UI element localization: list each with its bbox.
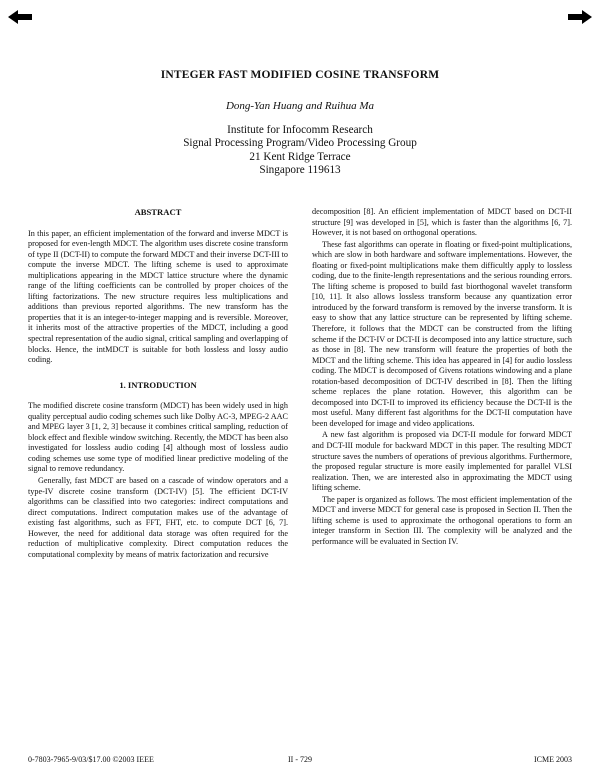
affiliation-line: Signal Processing Program/Video Processing Group xyxy=(183,137,417,150)
footer-copyright: 0-7803-7965-9/03/$17.00 ©2003 IEEE xyxy=(28,755,154,764)
footer-page-number: II - 729 xyxy=(288,755,312,764)
left-column xyxy=(28,207,288,560)
paper-authors: Dong-Yan Huang and Ruihua Ma xyxy=(225,100,375,112)
left-arrow-icon xyxy=(8,10,32,24)
affiliation-block xyxy=(0,124,600,178)
paper-title: INTEGER FAST MODIFIED COSINE TRANSFORM xyxy=(160,69,440,81)
right-column xyxy=(312,207,572,548)
affiliation-line: Singapore 119613 xyxy=(259,164,341,177)
right-arrow-icon xyxy=(568,10,592,24)
previous-page-button[interactable] xyxy=(8,10,32,24)
body-paragraph: decomposition [8]. An efficient implementation of MDCT based on DCT-II structure [9] was developed in [5], which is faster than the algorithms [6, 7]. However, it is not based on orthogonal operations. xyxy=(312,207,572,238)
body-paragraph: The modified discrete cosine transform (MDCT) has been widely used in high quality perceptual audio coding schemes such like Dolby AC-3, MPEG-2 AAC and MPEG layer 3 [1, 2, 3] because it combines critical sampling, reduction of block effect and flexible window switching. Recently, the MDCT has been also investigated for lossless audio coding [4] although most of lossless audio coding schemes use some type of modified linear predictive modeling of the signal to remove redundancy. xyxy=(28,401,288,474)
body-paragraph: Generally, fast MDCT are based on a cascade of window operators and a type-IV discrete cosine transform (DCT-IV) [5]. The efficient DCT-IV algorithms can be classified into two categories: indirect computations and direct computations. Indirect computation makes use of the advantage of existing fast algorithms, such as FFT, FHT, etc. to compute DCT [6, 7]. However, the need for additional data storage was often required for the reduction of multiplicative complexity. Direct computation reduces the computational complexity by means of matrix factorization and recursive xyxy=(28,476,288,559)
affiliation-line: 21 Kent Ridge Terrace xyxy=(249,150,351,163)
body-paragraph: The paper is organized as follows. The most efficient implementation of the MDCT and inverse MDCT for general case is proposed in Section II. Then the lifting scheme is used to approximate the orthogonal operations to form an integer transform in Section III. The complexity will be analyzed and the performance will be evaluated in Section IV. xyxy=(312,494,572,546)
abstract-text: In this paper, an efficient implementation of the forward and inverse MDCT is proposed for even-length MDCT. The algorithm uses discrete cosine transform of type II (DCT-II) to compute the forward MDCT and their inverse DCT-III to compute the inverse MDCT. The lifting scheme is used to approximate multiplications appearing in the MDCT lattice structure where the dynamic range of the lifting coefficients can be controlled by proper choices of the lifting factorizations. The new structure requires less multiplications and additions than previous reported algorithms. The new transform has the properties that it is an integer-to-integer mapping and is reversible. Moreover, it inherits most of the attractive properties of the MDCT, including a good spectral representation of the audio signal, critical sampling and overlapping of blocks. Hence, the intMDCT is suitable for both lossless and lossy audio coding. xyxy=(28,228,288,365)
body-paragraph: A new fast algorithm is proposed via DCT-II module for forward MDCT and DCT-III module for backward MDCT in this paper. The resulting MDCT structure saves the numbers of operations of previous algorithms. Furthermore, the proposed regular structure is more easily implemented for parallel VLSI realization. Then, we are interested also in approximating the MDCT using lifting scheme. xyxy=(312,430,572,493)
next-page-button[interactable] xyxy=(568,10,592,24)
introduction-heading: 1. INTRODUCTION xyxy=(119,379,197,390)
footer-conference: ICME 2003 xyxy=(534,755,572,764)
abstract-heading: ABSTRACT xyxy=(134,207,182,217)
affiliation-line: Institute for Infocomm Research xyxy=(227,124,373,136)
body-paragraph: These fast algorithms can operate in floating or fixed-point multiplications, which are slow in both hardware and software implementations. However, the floating or fixed-point multiplications make them difficultly apply to lossless coding, due to the finite-length representations and the serious rounding errors. The lifting scheme is proposed to build fast biorthogonal wavelet transform [10, 11]. It also allows lossless transform because any quantization error introduced by the forward transform is removed by the inverse transform. It is easy to show that any lattice structure can be represented by lifting scheme. Therefore, it follows that the MDCT can be constructed from the lifting scheme if the DCT-IV or DCT-II is decomposed into any lattice structure, such as those in [8]. The new transform will feature the properties of both the MDCT and the lifting scheme. This idea has appeared in [4] for audio lossless coding. The MDCT is decomposed of Givens rotations windowing and a plane rotation-based decomposition of DCT-IV described in [8]. Then the lifting scheme replaces the plane rotation. However, this algorithm can be decomposed into DCT-II to improved its efficiency because the DCT-II is the most useful. Many different fast algorithms for the DCT-II computation have been developed for image and video applications. xyxy=(312,239,572,428)
